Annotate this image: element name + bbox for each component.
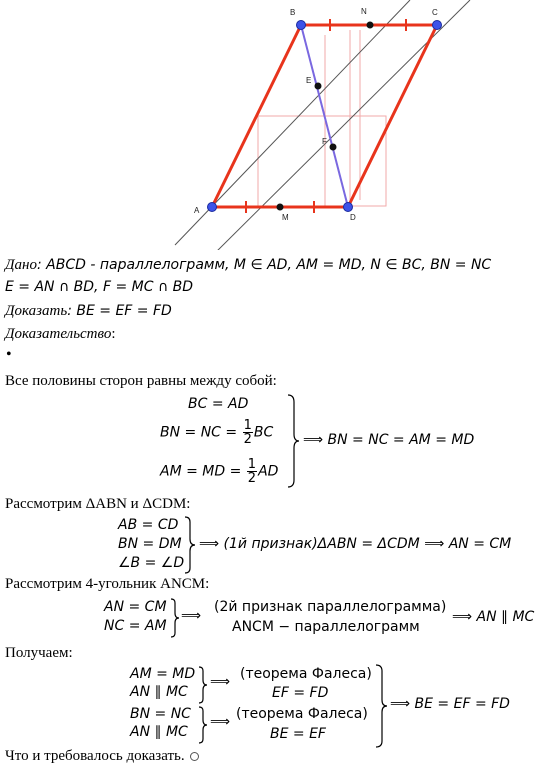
prove-label: Доказать: [5, 303, 68, 319]
step1-brace: [286, 394, 300, 488]
label-a: A: [194, 206, 200, 215]
parallelogram-figure: [0, 0, 550, 250]
step3-brace: [170, 598, 180, 638]
step4-g2-reason: (теорема Фалеса): [236, 706, 368, 722]
guide-lines: [258, 30, 386, 206]
step4-g2-result: BE = EF: [270, 726, 326, 742]
given-line-1: [5, 256, 491, 274]
step4-g2-arrow: ⟹: [210, 714, 231, 730]
step2-eq1: AB = CD: [118, 517, 179, 533]
step2-result: ⟹ (1й признак)ΔABN = ΔCDM ⟹ AN = CM: [199, 536, 512, 552]
step4-g1-reason: (теорема Фалеса): [240, 666, 372, 682]
end-circle-icon: [190, 752, 199, 761]
vertex-c: [433, 21, 442, 30]
step3-reason-2: ANCM − параллелограмм: [232, 619, 420, 635]
label-m: M: [282, 213, 289, 222]
step1-eq3: AM = MD = $\frac{1}{2}$ AD: [160, 457, 279, 486]
label-f: F: [322, 137, 327, 146]
step4-g2-eq1: BN = NC: [130, 706, 191, 722]
step3-arrow: ⟹: [181, 608, 202, 624]
step3-result: ⟹ AN ∥ MC: [452, 609, 535, 625]
conclusion: Что и требовалось доказать.: [5, 748, 199, 765]
step4-g1-eq1: AM = MD: [130, 666, 196, 682]
step4-g1-result: EF = FD: [272, 685, 329, 701]
prove-text: : BE = EF = FD: [67, 303, 172, 319]
label-d: D: [350, 213, 356, 222]
label-c: C: [432, 8, 438, 17]
step3-reason: (2й признак параллелограмма): [214, 599, 447, 615]
step4-result: ⟹ BE = EF = FD: [390, 696, 510, 712]
step2-brace: [184, 516, 196, 574]
point-m: [277, 204, 284, 211]
point-e: [315, 83, 322, 90]
step3-eq2: NC = AM: [104, 618, 167, 634]
step4-g2-brace: [198, 706, 208, 744]
vertex-b: [297, 21, 306, 30]
step4-g1-arrow: ⟹: [210, 674, 231, 690]
step4-g1-eq2: AN ∥ MC: [130, 684, 188, 700]
prove-line: [5, 302, 172, 320]
step2-eq3: ∠B = ∠D: [118, 555, 185, 571]
step1-result: ⟹ BN = NC = AM = MD: [303, 432, 475, 448]
step1-intro: Все половины сторон равны между собой:: [5, 373, 277, 389]
step1-eq1: BC = AD: [188, 396, 249, 412]
label-b: B: [290, 8, 296, 17]
step4-g1-brace: [198, 666, 208, 704]
step2-intro: Рассмотрим ΔABN и ΔCDM:: [5, 496, 191, 512]
step3-eq1: AN = CM: [104, 599, 167, 615]
given-label: Дано: [5, 257, 37, 273]
step1-eq2: BN = NC = $\frac{1}{2}$ BC: [160, 418, 274, 447]
bullet: •: [6, 346, 12, 363]
step4-big-brace: [374, 664, 388, 748]
vertex-a: [208, 203, 217, 212]
given-line-2: E = AN ∩ BD, F = MC ∩ BD: [5, 279, 194, 295]
vertex-d: [344, 203, 353, 212]
step3-intro: Рассмотрим 4-угольник ANCM:: [5, 576, 210, 592]
step4-g2-eq2: AN ∥ MC: [130, 724, 188, 740]
label-n: N: [361, 7, 367, 16]
given-text: : ABCD - параллелограмм, M ∈ AD, AM = MD, N ∈ BC, BN = NC: [37, 257, 492, 273]
proof-label: Доказательство: [5, 326, 112, 342]
point-n: [367, 22, 374, 29]
point-f: [330, 144, 337, 151]
label-e: E: [306, 76, 312, 85]
step2-eq2: BN = DM: [118, 536, 182, 552]
proof-heading: Доказательство:: [5, 326, 116, 342]
step4-intro: Получаем:: [5, 645, 73, 661]
